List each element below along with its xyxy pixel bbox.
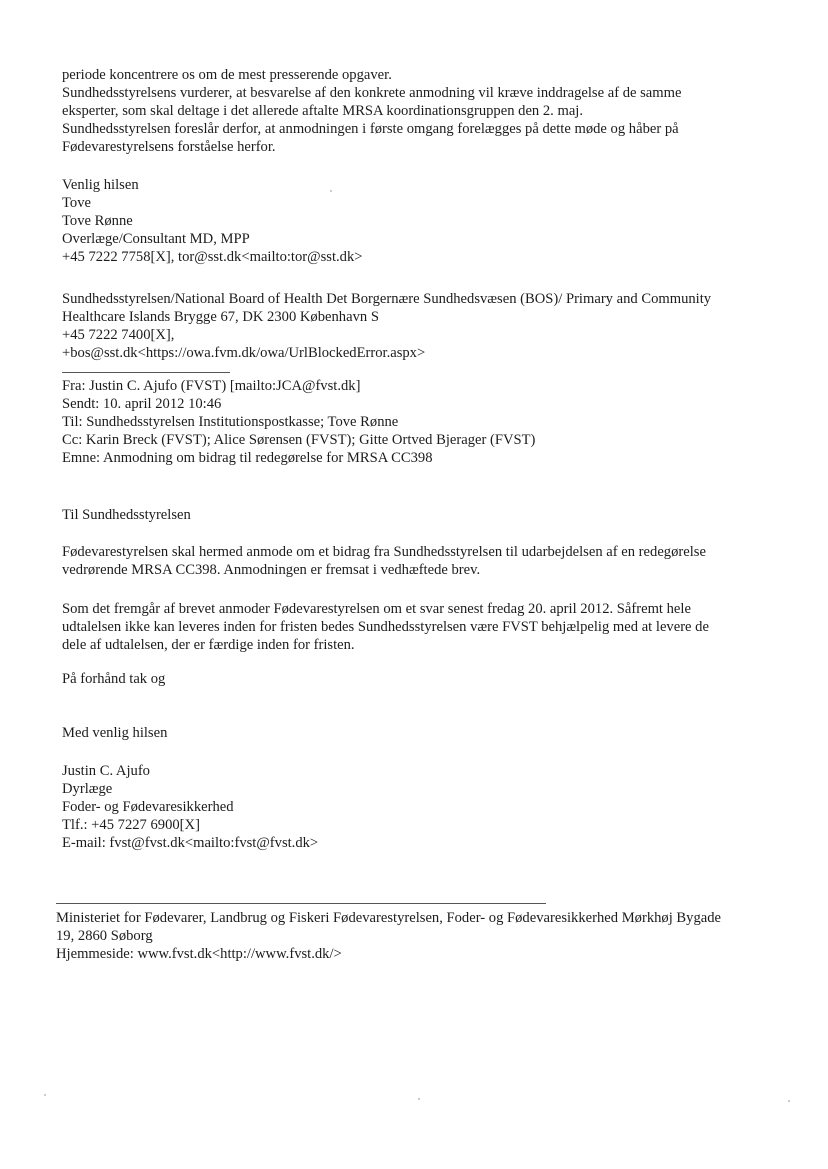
salutation [62, 506, 788, 524]
org-line: +bos@sst.dk<https://owa.fvm.dk/owa/UrlBlockedError.aspx> [62, 345, 426, 361]
paragraph-line: Fødevarestyrelsen skal hermed anmode om et bidrag fra Sundhedsstyrelsen til udarbejdelsen af en redegørelse [62, 544, 706, 560]
org-line: Healthcare Islands Brygge 67, DK 2300 København S [62, 309, 379, 325]
letter-tail [62, 66, 788, 156]
thanks-text: På forhånd tak og [62, 671, 166, 687]
scan-speck [418, 1098, 420, 1100]
letter-line: Sundhedsstyrelsen foreslår derfor, at anmodningen i første omgang forelægges på dette møde og håber på [62, 121, 679, 137]
closing [62, 724, 788, 742]
closing-text: Med venlig hilsen [62, 725, 168, 741]
paragraph-line: dele af udtalelsen, der er færdige inden for fristen. [62, 637, 355, 653]
footer [56, 909, 788, 963]
header-cc: Cc: Karin Breck (FVST); Alice Sørensen (FVST); Gitte Ortved Bjerager (FVST) [62, 432, 536, 448]
footer-line: Hjemmeside: www.fvst.dk<http://www.fvst.dk/> [56, 946, 342, 962]
paragraph-line: Som det fremgår af brevet anmoder Fødevarestyrelsen om et svar senest fredag 20. april 2012. Såfremt hele [62, 601, 691, 617]
footer-line: Ministeriet for Fødevarer, Landbrug og Fiskeri Fødevarestyrelsen, Foder- og Fødevaresikkerhed Mørkhøj Bygade [56, 910, 722, 926]
letter-line: periode koncentrere os om de mest presserende opgaver. [62, 67, 392, 83]
signature-block-sst [62, 176, 788, 266]
paragraph-line: vedrørende MRSA CC398. Anmodningen er fremsat i vedhæftede brev. [62, 562, 481, 578]
signature-block-fvst [62, 762, 788, 852]
paragraph-request [62, 543, 788, 579]
signature-line: Overlæge/Consultant MD, MPP [62, 231, 250, 247]
signature-line: E-mail: fvst@fvst.dk<mailto:fvst@fvst.dk> [62, 835, 319, 851]
signature-line: Justin C. Ajufo [62, 763, 150, 779]
header-subject: Emne: Anmodning om bidrag til redegørelse for MRSA CC398 [62, 450, 433, 466]
org-block-sst [62, 290, 788, 362]
signature-line: +45 7222 7758[X], tor@sst.dk<mailto:tor@sst.dk> [62, 249, 363, 265]
signature-line: Tove [62, 195, 91, 211]
thanks [62, 670, 788, 688]
letter-line: Fødevarestyrelsens forståelse herfor. [62, 139, 276, 155]
email-separator [62, 372, 230, 373]
salutation-text: Til Sundhedsstyrelsen [62, 507, 191, 523]
org-line: Sundhedsstyrelsen/National Board of Health Det Borgernære Sundhedsvæsen (BOS)/ Primary and Community [62, 291, 712, 307]
scan-speck [330, 190, 332, 192]
paragraph-line: udtalelsen ikke kan leveres inden for fristen bedes Sundhedsstyrelsen være FVST behjælpelig med at levere de [62, 619, 709, 635]
signature-line: Tove Rønne [62, 213, 133, 229]
scan-speck [788, 1100, 790, 1102]
email-header [62, 377, 788, 467]
org-line: +45 7222 7400[X], [62, 327, 175, 343]
paragraph-deadline [62, 600, 788, 654]
header-to: Til: Sundhedsstyrelsen Institutionspostkasse; Tove Rønne [62, 414, 399, 430]
footer-line: 19, 2860 Søborg [56, 928, 153, 944]
scan-speck [44, 1094, 46, 1096]
header-from: Fra: Justin C. Ajufo (FVST) [mailto:JCA@fvst.dk] [62, 378, 361, 394]
letter-line: eksperter, som skal deltage i det allerede aftalte MRSA koordinationsgruppen den 2. maj. [62, 103, 583, 119]
letter-line: Sundhedsstyrelsens vurderer, at besvarelse af den konkrete anmodning vil kræve inddragelse af de samme [62, 85, 682, 101]
signature-line: Dyrlæge [62, 781, 113, 797]
footer-separator [56, 903, 546, 904]
header-sent: Sendt: 10. april 2012 10:46 [62, 396, 222, 412]
signature-line: Venlig hilsen [62, 177, 139, 193]
signature-line: Foder- og Fødevaresikkerhed [62, 799, 234, 815]
signature-line: Tlf.: +45 7227 6900[X] [62, 817, 200, 833]
